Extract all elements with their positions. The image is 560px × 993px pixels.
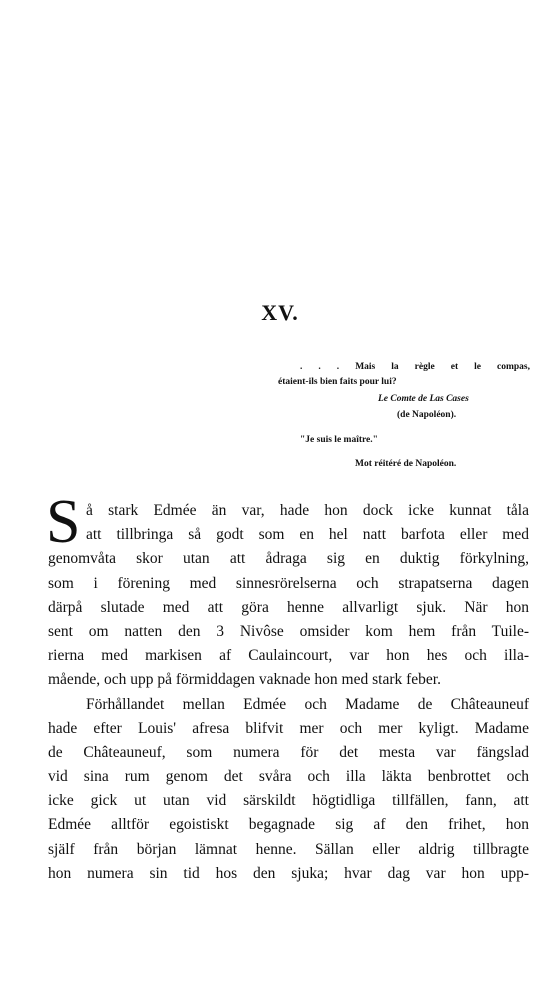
text-line-5: därpå slutade med att göra henne allvarligt sjuk. När hon xyxy=(48,598,529,616)
epigraph-source-2: Mot réitéré de Napoléon. xyxy=(355,459,457,469)
text-line-10: hade efter Louis' afresa blifvit mer och mer kyligt. Madame xyxy=(48,719,529,737)
body-text xyxy=(48,499,529,886)
chapter-title: XV. xyxy=(261,300,299,325)
epigraph-source-detail: (de Napoléon). xyxy=(397,410,457,420)
epigraph-line-2: étaient-ils bien faits pour lui? xyxy=(278,377,397,387)
text-line-4: som i förening med sinnesrörelserna och strapatserna dagen xyxy=(48,574,529,592)
text-line-11: de Châteauneuf, som numera för det mesta var fängslad xyxy=(48,743,529,761)
epigraph-source-author: Le Comte de Las Cases xyxy=(378,394,469,404)
epigraph-line-1: . . . Mais la règle et le compas, xyxy=(300,362,530,372)
text-line-6: sent om natten den 3 Nivôse omsider kom hem från Tuile- xyxy=(48,622,529,640)
drop-cap: S xyxy=(46,488,81,556)
text-line-16: hon numera sin tid hos den sjuka; hvar dag var hon upp- xyxy=(48,864,529,882)
text-line-7: rierna med markisen af Caulaincourt, var hon hes och illa- xyxy=(48,647,529,665)
text-line-2: att tillbringa så godt som en hel natt barfota eller med xyxy=(86,526,529,544)
text-line-13: icke gick ut utan vid särskildt högtidliga tillfällen, fann, att xyxy=(48,792,529,810)
text-line-1: å stark Edmée än var, hade hon dock icke kunnat tåla xyxy=(86,502,529,519)
text-line-3: genomvåta skor utan att ådraga sig en duktig förkylning, xyxy=(48,550,529,568)
text-line-12: vid sina rum genom det svåra och illa läkta benbrottet och xyxy=(48,768,529,786)
epigraph-quote-2: "Je suis le maître." xyxy=(300,435,378,445)
text-line-14: Edmée alltför egoistiskt begagnade sig af den frihet, hon xyxy=(48,816,529,834)
text-line-15: själf från början lämnat henne. Sällan eller aldrig tillbragte xyxy=(48,840,529,858)
text-line-9: Förhållandet mellan Edmée och Madame de Châteauneuf xyxy=(86,695,529,713)
text-line-8: mående, och upp på förmiddagen vaknade hon med stark feber. xyxy=(48,671,441,689)
